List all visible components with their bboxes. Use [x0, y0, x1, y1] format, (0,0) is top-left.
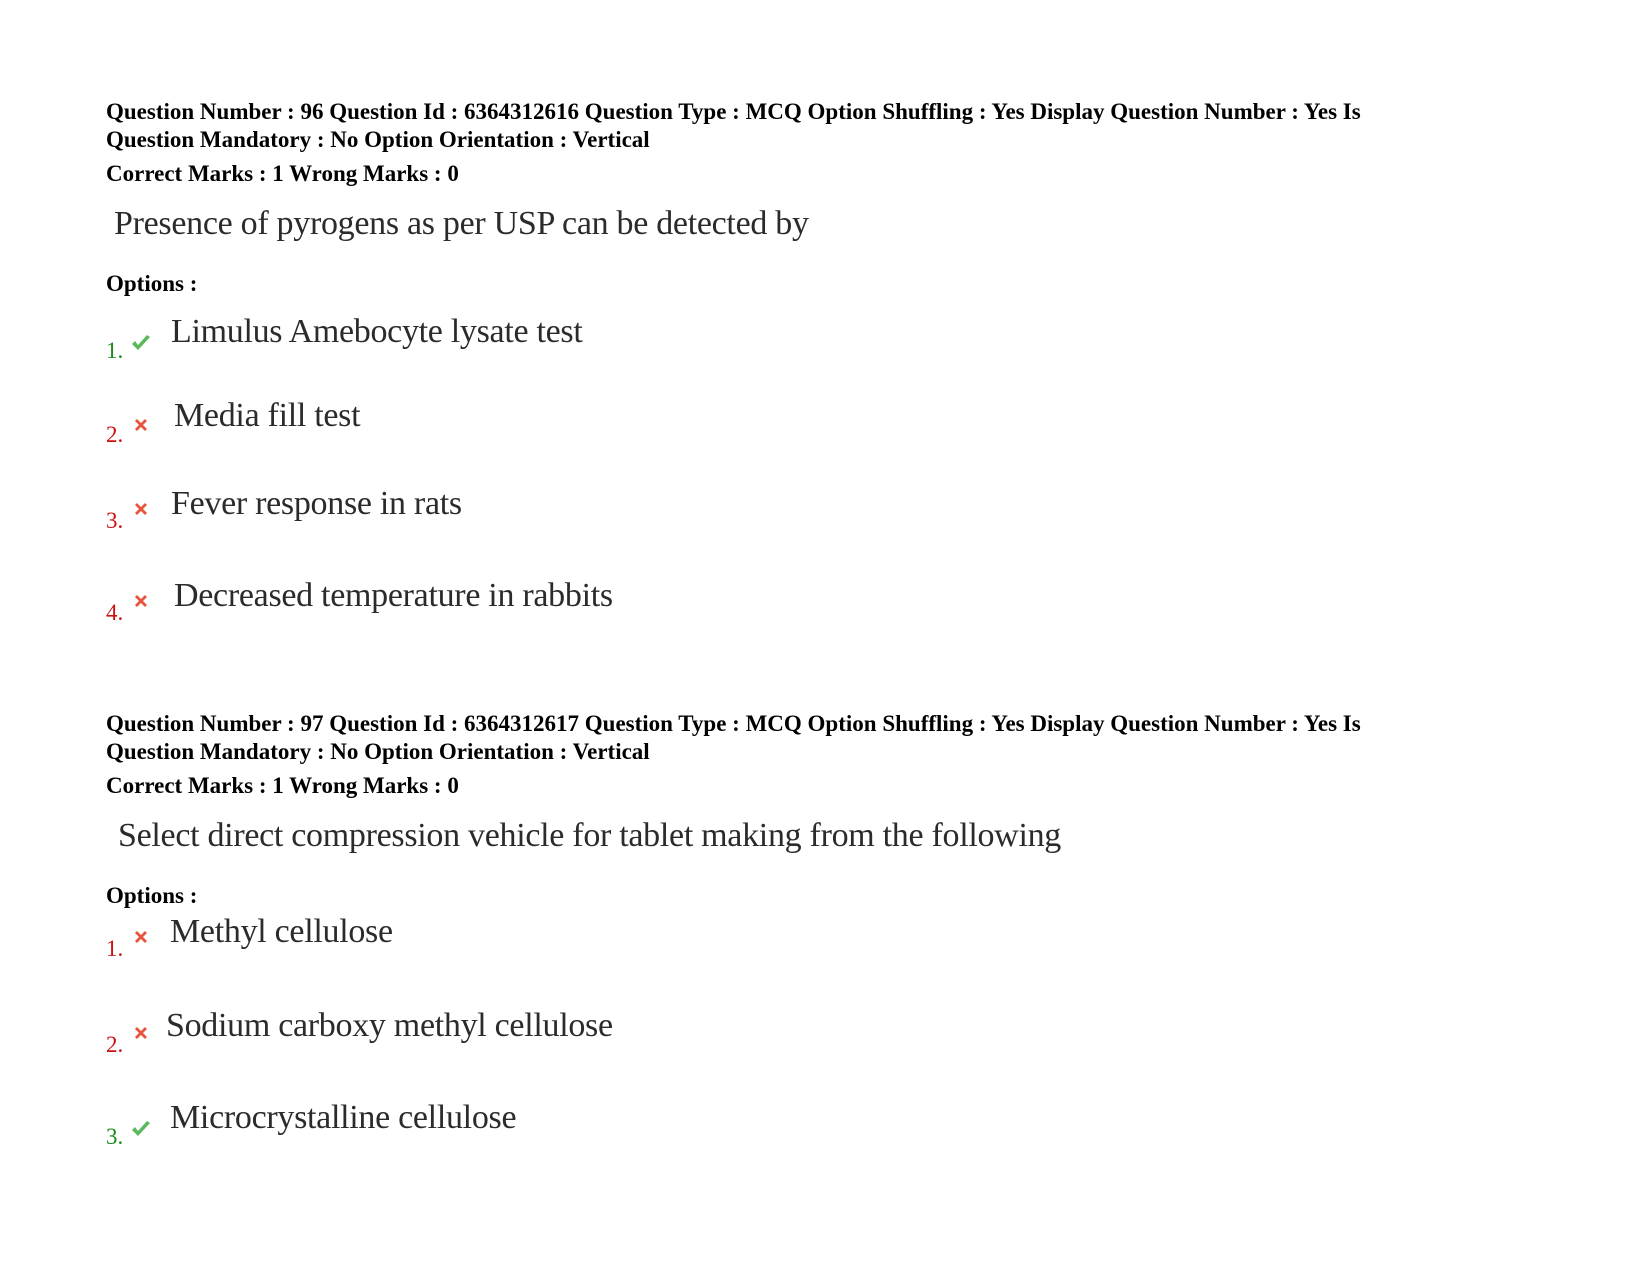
- question-meta: [106, 98, 1506, 154]
- question-meta: [106, 710, 1506, 766]
- option-item: [106, 313, 806, 363]
- option-number: 3.: [106, 1124, 124, 1149]
- cross-icon: [132, 592, 150, 610]
- option-item: [106, 577, 806, 625]
- option-number: 4.: [106, 600, 124, 625]
- option-text: Microcrystalline cellulose: [170, 1099, 517, 1136]
- cross-icon: [132, 500, 150, 518]
- question-meta-line1: Question Number : 97 Question Id : 6364312617 Question Type : MCQ Option Shuffling : Yes Display Question Number : Yes Is: [106, 711, 1361, 736]
- option-number: 1.: [106, 936, 124, 961]
- option-text: Media fill test: [174, 397, 361, 434]
- option-text: Sodium carboxy methyl cellulose: [166, 1007, 613, 1044]
- option-text: Methyl cellulose: [170, 913, 393, 950]
- option-number: 1.: [106, 338, 124, 363]
- option-text: Limulus Amebocyte lysate test: [171, 313, 583, 350]
- question-marks: Correct Marks : 1 Wrong Marks : 0: [106, 773, 459, 798]
- question-block: [106, 98, 1546, 298]
- question-text: Select direct compression vehicle for tablet making from the following: [118, 817, 1061, 854]
- cross-icon: [132, 1024, 150, 1042]
- check-icon: [130, 1118, 152, 1140]
- option-item: [106, 913, 806, 961]
- question-meta-line1: Question Number : 96 Question Id : 6364312616 Question Type : MCQ Option Shuffling : Yes Display Question Number : Yes Is: [106, 99, 1361, 124]
- options-label: Options :: [106, 883, 198, 908]
- options-label: Options :: [106, 271, 198, 296]
- cross-icon: [132, 928, 150, 946]
- option-number: 3.: [106, 508, 124, 533]
- option-item: [106, 1099, 806, 1149]
- option-text: Fever response in rats: [171, 485, 462, 522]
- check-icon: [130, 332, 152, 354]
- question-meta-line2: Question Mandatory : No Option Orientation : Vertical: [106, 739, 650, 764]
- option-item: [106, 1007, 806, 1057]
- option-item: [106, 397, 806, 447]
- question-block: [106, 710, 1546, 910]
- option-text: Decreased temperature in rabbits: [174, 577, 613, 614]
- question-meta-line2: Question Mandatory : No Option Orientation : Vertical: [106, 127, 650, 152]
- option-number: 2.: [106, 1032, 124, 1057]
- question-text: Presence of pyrogens as per USP can be detected by: [114, 205, 809, 242]
- option-item: [106, 485, 806, 533]
- question-marks: Correct Marks : 1 Wrong Marks : 0: [106, 161, 459, 186]
- cross-icon: [132, 416, 150, 434]
- option-number: 2.: [106, 422, 124, 447]
